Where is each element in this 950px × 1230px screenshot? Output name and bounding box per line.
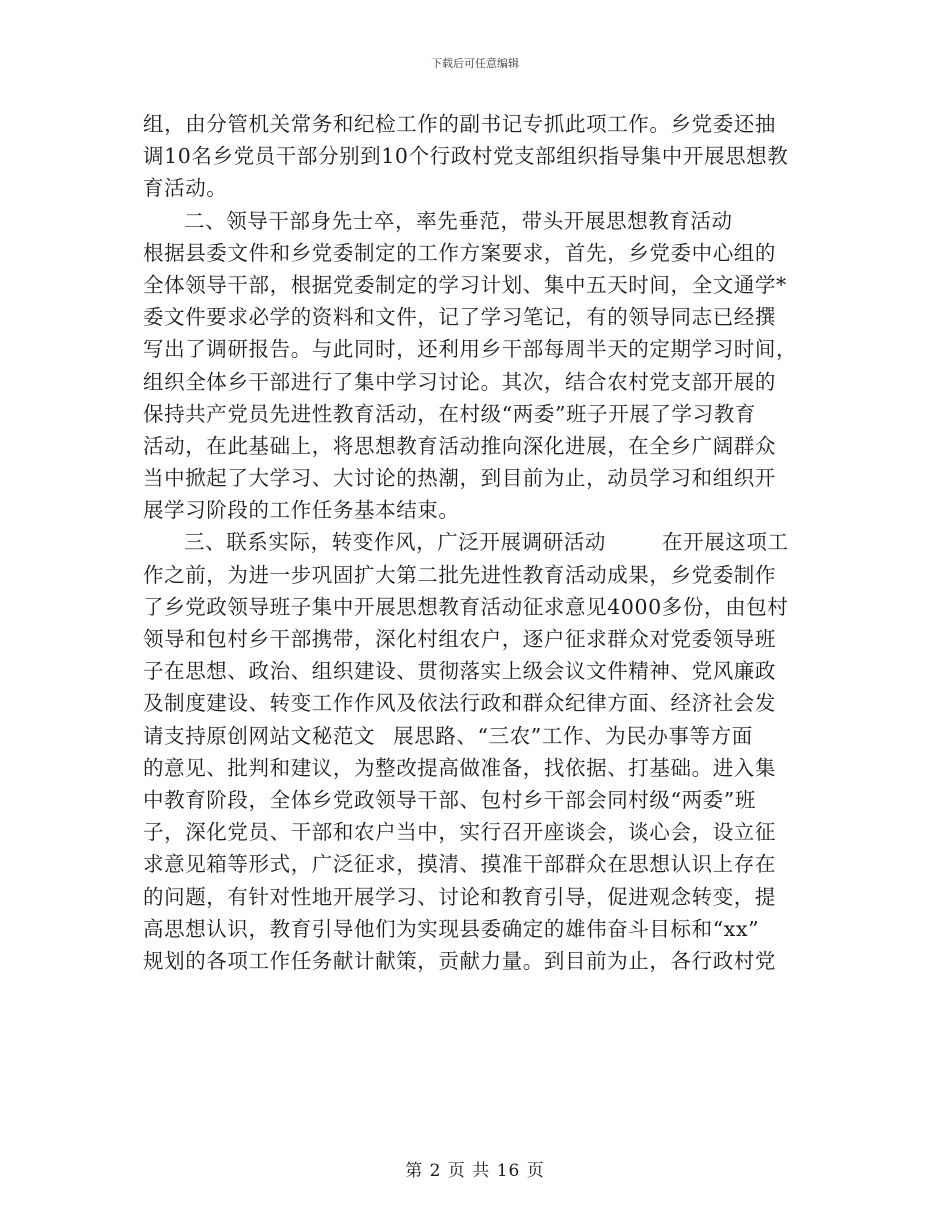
section-heading-line	[143, 526, 813, 558]
section-heading: 二、领导干部身先士卒，率先垂范，带头开展思想教育活动	[184, 208, 733, 233]
text-line: 高思想认识，教育引导他们为实现县委确定的雄伟奋斗目标和“xx”	[143, 916, 760, 941]
text-line: 展学习阶段的工作任务基本结束。	[143, 498, 460, 523]
text-line: 保持共产党员先进性教育活动，在村级“两委”班子开展了学习教育	[143, 401, 756, 426]
page-header: 下载后可任意编辑	[431, 57, 519, 70]
text-fragment: 在开展这项工	[662, 530, 789, 555]
text-fragment: 展思路、“三农”工作、为民办事等方面	[393, 723, 753, 748]
document-body	[143, 108, 813, 977]
text-line: 子，深化党员、干部和农户当中，实行召开座谈会，谈心会，设立征	[143, 820, 776, 845]
text-line: 领导和包村乡干部携带，深化村组农户，逐户征求群众对党委领导班	[143, 627, 776, 651]
text-line: 委文件要求必学的资料和文件，记了学习笔记，有的领导同志已经撰	[143, 305, 776, 330]
text-line: 规划的各项工作任务献计献策，贡献力量。到目前为止，各行政村党	[143, 948, 776, 973]
text-line: 求意见箱等形式，广泛征求，摸清、摸准干部群众在思想认识上存在	[143, 852, 776, 877]
text-line: 全体领导干部，根据党委制定的学习计划、集中五天时间，全文通学*	[143, 272, 787, 297]
text-line: 组织全体乡干部进行了集中学习讨论。其次，结合农村党支部开展的	[143, 369, 776, 394]
inserted-notice: 请支持原创网站文秘范文	[143, 723, 376, 748]
text-line: 根据县委文件和乡党委制定的工作方案要求，首先，乡党委中心组的	[143, 240, 776, 265]
text-line: 及制度建设、转变工作作风及依法行政和群众纪律方面、经济社会发	[143, 691, 776, 716]
text-line: 了乡党政领导班子集中开展思想教育活动征求意见4000多份，由包村	[143, 594, 789, 619]
section-heading: 三、联系实际，转变作风，广泛开展调研活动	[184, 530, 606, 555]
text-line: 育活动。	[143, 176, 228, 201]
text-line: 当中掀起了大学习、大讨论的热潮，到目前为止，动员学习和组织开	[143, 466, 776, 491]
text-line: 作之前，为进一步巩固扩大第二批先进性教育活动成果，乡党委制作	[143, 562, 776, 587]
text-line: 调10名乡党员干部分别到10个行政村党支部组织指导集中开展思想教	[143, 144, 789, 169]
text-line-with-insert	[143, 720, 813, 752]
text-line: 中教育阶段，全体乡党政领导干部、包村乡干部会同村级“两委”班	[143, 787, 756, 812]
page-number: 第 2 页 共 16 页	[405, 1161, 545, 1181]
text-line: 的问题，有针对性地开展学习、讨论和教育引导，促进观念转变，提	[143, 884, 776, 909]
text-line: 活动，在此基础上，将思想教育活动推向深化进展，在全乡广阔群众	[143, 433, 776, 458]
text-line: 写出了调研报告。与此同时，还利用乡干部每周半天的定期学习时间，	[143, 337, 798, 362]
text-line: 的意见、批判和建议，为整改提高做准备，找依据、打基础。进入集	[143, 755, 776, 780]
text-line: 子在思想、政治、组织建设、贯彻落实上级会议文件精神、党风廉政	[143, 659, 776, 684]
text-line: 组，由分管机关常务和纪检工作的副书记专抓此项工作。乡党委还抽	[143, 112, 776, 136]
